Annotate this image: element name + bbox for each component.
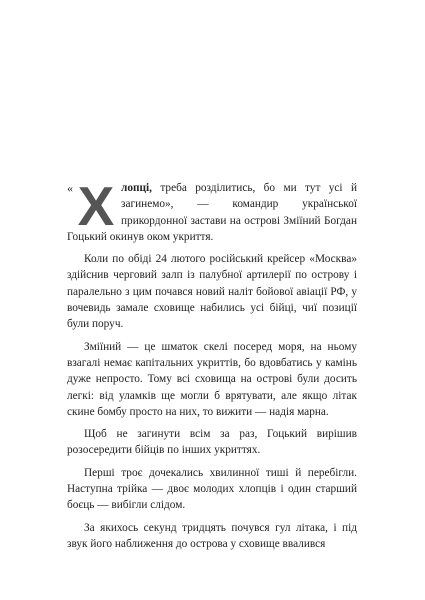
paragraph-1 — [67, 175, 357, 245]
paragraph-2: Коли по обіді 24 лютого російський крейсер «Москва» здійснив черговий залп із палубної артилерії по острову і паралельно з цим почався новий наліт бойової авіації РФ, у вочевидь замале сховище набились усі бійці, чиї позиції були поруч. — [67, 253, 357, 331]
paragraph-5: Перші троє дочекались хвилинної тиші й перебігли. Наступна трійка — двоє молодих хлопців і один старший боєць — вибігли слідом. — [67, 466, 357, 512]
paragraph-6: За якихось секунд тридцять почувся гул літака, і під звук його наближення до острова у сховище ввалився — [67, 521, 357, 550]
lead-word: лопці, — [121, 182, 152, 194]
drop-cap-letter: Х — [77, 175, 115, 237]
paragraph-3: Зміїний — це шматок скелі посеред моря, на ньому взагалі немає капітальних укриттів, бо вдовбатись у камінь дуже непросто. Тому всі сховища на острові були досить легкі: від уламків ще могли б врятувати, але якщо літак скине бомбу просто на них, то вижити — надія марна. — [67, 340, 357, 418]
opening-quote-mark: « — [67, 181, 73, 195]
paragraph-4: Щоб не загинути всім за раз, Гоцький вирішив розосередити бійців по інших укриттях. — [67, 428, 357, 457]
body-text — [67, 175, 357, 558]
paragraph-1-text: треба розділитись, бо ми тут усі й загинемо», — командир української прикордонної застави на острові Зміїний Богдан Гоцький окинув оком укриття. — [67, 182, 357, 243]
